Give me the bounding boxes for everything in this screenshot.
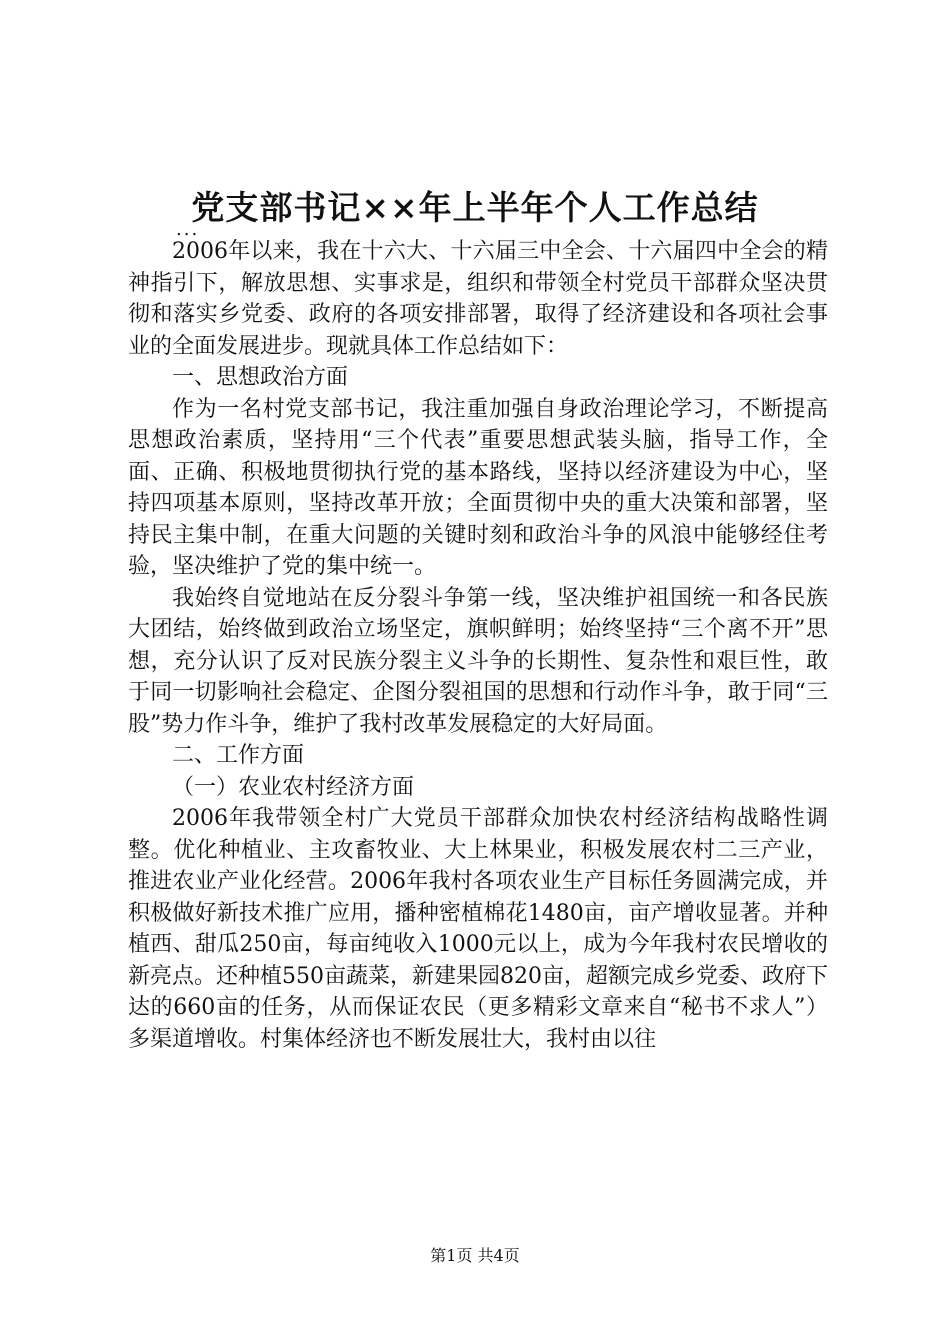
section-heading-work: 二、工作方面 <box>172 743 305 768</box>
document-body <box>128 236 828 1055</box>
paragraph-agriculture: 2006年我带领全村广大党员干部群众加快农村经济结构战略性调整。优化种植业、主攻畜牧业、大上林果业，积极发展农村二三产业，推进农业产业化经营。2006年我村各项农业生产目标任务圆满完成，并积极做好新技术推广应用，播种密植棉花1480亩，亩产增收显著。并种植西、甜瓜250亩，每亩纯收入1000元以上，成为今年我村农民增收的新亮点。还种植550亩蔬菜，新建果园820亩，超额完成乡党委、政府下达的660亩的任务，从而保证农民（更多精彩文章来自“秘书不求人”）多渠道增收。村集体经济也不断发展壮大，我村由以往 <box>128 806 828 1052</box>
document-title: 党支部书记××年上半年个人工作总结 <box>191 188 759 227</box>
paragraph-ideology: 作为一名村党支部书记，我注重加强自身政治理论学习，不断提高思想政治素质，坚持用“三个代表”重要思想武装头脑，指导工作，全面、正确、积极地贯彻执行党的基本路线，坚持以经济建设为中心，坚持四项基本原则，坚持改革开放；全面贯彻中央的重大决策和部署，坚持民主集中制，在重大问题的关键时刻和政治斗争的风浪中能够经住考验，坚决维护了党的集中统一。 <box>128 396 828 579</box>
page-footer: 第1页 共4页 <box>430 1246 520 1265</box>
subsection-heading-agriculture: （一）农业农村经济方面 <box>172 774 415 800</box>
section-heading-ideology: 一、思想政治方面 <box>172 365 349 390</box>
paragraph-intro: 2006年以来，我在十六大、十六届三中全会、十六届四中全会的精神指引下，解放思想、实事求是，组织和带领全村党员干部群众坚决贯彻和落实乡党委、政府的各项安排部署，取得了经济建设和各项社会事业的全面发展进步。现就具体工作总结如下： <box>128 239 828 359</box>
paragraph-anti-separatism: 我始终自觉地站在反分裂斗争第一线，坚决维护祖国统一和各民族大团结，始终做到政治立场坚定，旗帜鲜明；始终坚持“三个离不开”思想，充分认识了反对民族分裂主义斗争的长期性、复杂性和艰巨性，敢于同一切影响社会稳定、企图分裂祖国的思想和行动作斗争，敢于同“三股”势力作斗争，维护了我村改革发展稳定的大好局面。 <box>128 585 828 737</box>
ellipsis-marker: ... <box>176 219 200 240</box>
